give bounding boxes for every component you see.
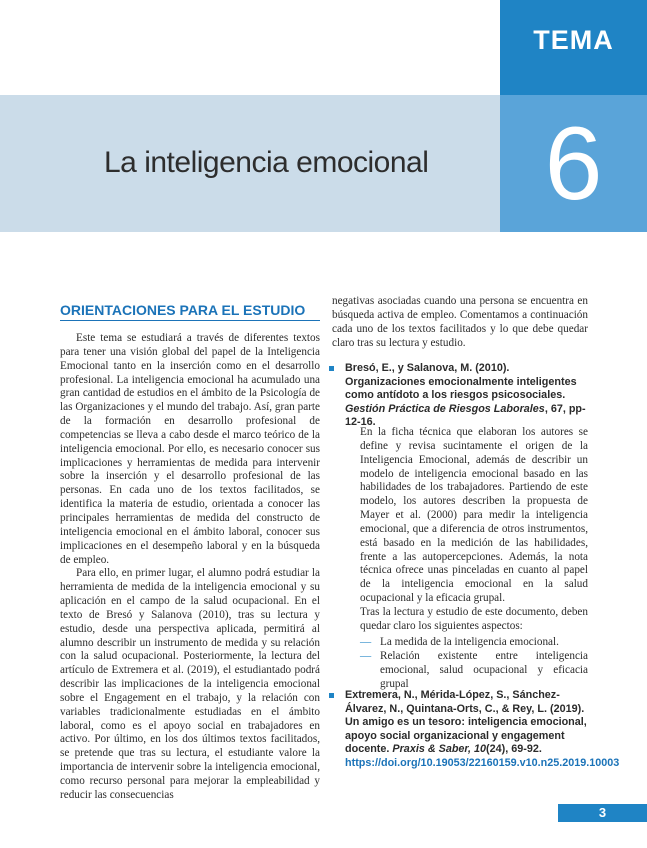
reference-volume: (24), 69-92. bbox=[486, 743, 542, 756]
ficha-paragraph: En la ficha técnica que elaboran los autores se define y revisa sucintamente el origen de la Inteligencia Emocional, además de describir un modelo de inteligencia emocional basado en las habilidades de los trabajadores. Partiendo de este modelo, los autores describen la propuesta de Mayer et al. (2000) para medir la inteligencia emocional, que a diferencia de otros instrumentos, está basado en la medición de las habilidades, frente a las autopercepciones. Además, la nota técnica ofrece unas pinceladas en cuanto al papel de la inteligencia emocional en la salud ocupacional y la eficacia grupal. bbox=[360, 426, 588, 605]
reference-volume: , 67, pp-12-16. bbox=[345, 402, 586, 429]
reference-journal: Praxis & Saber, 10 bbox=[392, 743, 487, 756]
square-bullet-icon bbox=[329, 366, 334, 371]
reference-extremera bbox=[345, 689, 620, 771]
paragraph-study-plan: Para ello, en primer lugar, el alumno podrá estudiar la herramienta de medida de la inteligencia emocional y su aplicación en el campo de la salud ocupacional. En el texto de Bresó y Salanova (2010), tras su lectura y estudio, desde una perspectiva aplicada, permitirá al alumno describir un instrumento de medida y su relación con la salud ocupacional. Posteriormente, la lectura del artículo de Extremera et al. (2019), el estudiantado podrá describir las implicaciones de la inteligencia emocional sobre el Engagement en el trabajo, y la relación con variables tradicionalmente estudiadas en el ámbito laboral, como es el apoyo social en trabajadores en activo. Por último, en los dos últimos textos facilitados, se pretende que tras su lectura, el estudiante valore la importancia de intervenir sobre la inteligencia emocional, como recurso personal para mejorar la empleabilidad y reducir las consecuencias bbox=[60, 567, 320, 801]
list-item: — La medida de la inteligencia emocional. bbox=[360, 636, 559, 648]
dash-bullet-icon: — bbox=[360, 636, 372, 648]
chapter-number: 6 bbox=[544, 106, 603, 222]
reference-journal: Gestión Práctica de Riesgos Laborales bbox=[345, 402, 545, 415]
page-number-box bbox=[558, 804, 647, 822]
doi-link[interactable]: https://doi.org/10.19053/22160159.v10.n25.2019.10003 bbox=[345, 756, 620, 769]
right-column bbox=[332, 295, 588, 350]
aspects-list bbox=[360, 636, 588, 691]
ficha-description bbox=[360, 426, 588, 634]
tema-label-box bbox=[500, 0, 647, 95]
chapter-title: La inteligencia emocional bbox=[104, 146, 429, 179]
reference-authors-title: Bresó, E., y Salanova, M. (2010). Organizaciones emocionalmente inteligentes como antídoto a los riesgos psicosociales. bbox=[345, 362, 577, 402]
reference-breso-salanova bbox=[345, 362, 588, 430]
dash-bullet-icon: — bbox=[360, 649, 372, 662]
section-heading: ORIENTACIONES PARA EL ESTUDIO bbox=[60, 302, 320, 321]
chapter-number-box bbox=[500, 95, 647, 232]
left-column bbox=[60, 332, 320, 803]
ficha-paragraph-aspects: Tras la lectura y estudio de este documento, deben quedar claro los siguientes aspectos: bbox=[360, 605, 588, 632]
page-number: 3 bbox=[598, 805, 607, 820]
square-bullet-icon bbox=[329, 693, 334, 698]
tema-label: TEMA bbox=[533, 25, 614, 55]
list-item: — Relación existente entre inteligencia emocional, salud ocupacional y eficacia grupal bbox=[360, 649, 588, 690]
paragraph-intro: Este tema se estudiará a través de diferentes textos para tener una visión global del papel de la Inteligencia Emocional tanto en la inserción como en el desarrollo profesional. La inteligencia emocional ha acumulado una gran cantidad de estudios en el ámbito de la Psicología de las Organizaciones y el mundo del trabajo. Así, gran parte de la formación en desarrollo profesional de competencias se lleva a cabo desde el marco teórico de la inteligencia emocional. Por ello, es necesario conocer sus implicaciones y herramientas de medida para intervenir sobre la inserción y el desarrollo profesional de las personas. En cada uno de los textos facilitados, se identifica la materia de estudio, orientada a conocer las principales herramientas de medida del constructo de inteligencia emocional en el ámbito laboral, conocer sus implicaciones en el desempeño laboral y en la búsqueda de empleo. bbox=[60, 332, 320, 566]
paragraph-continuation: negativas asociadas cuando una persona se encuentra en búsqueda activa de empleo. Comentamos a continuación cada uno de los textos facilitados y lo que debe quedar claro tras su lectura y estudio. bbox=[332, 295, 588, 349]
reference-authors-title: Extremera, N., Mérida-López, S., Sánchez-Álvarez, N., Quintana-Orts, C., & Rey, L. (2019). Un amigo es un tesoro: inteligencia emocional, apoyo social organizacional y engagement docente. bbox=[345, 689, 587, 756]
